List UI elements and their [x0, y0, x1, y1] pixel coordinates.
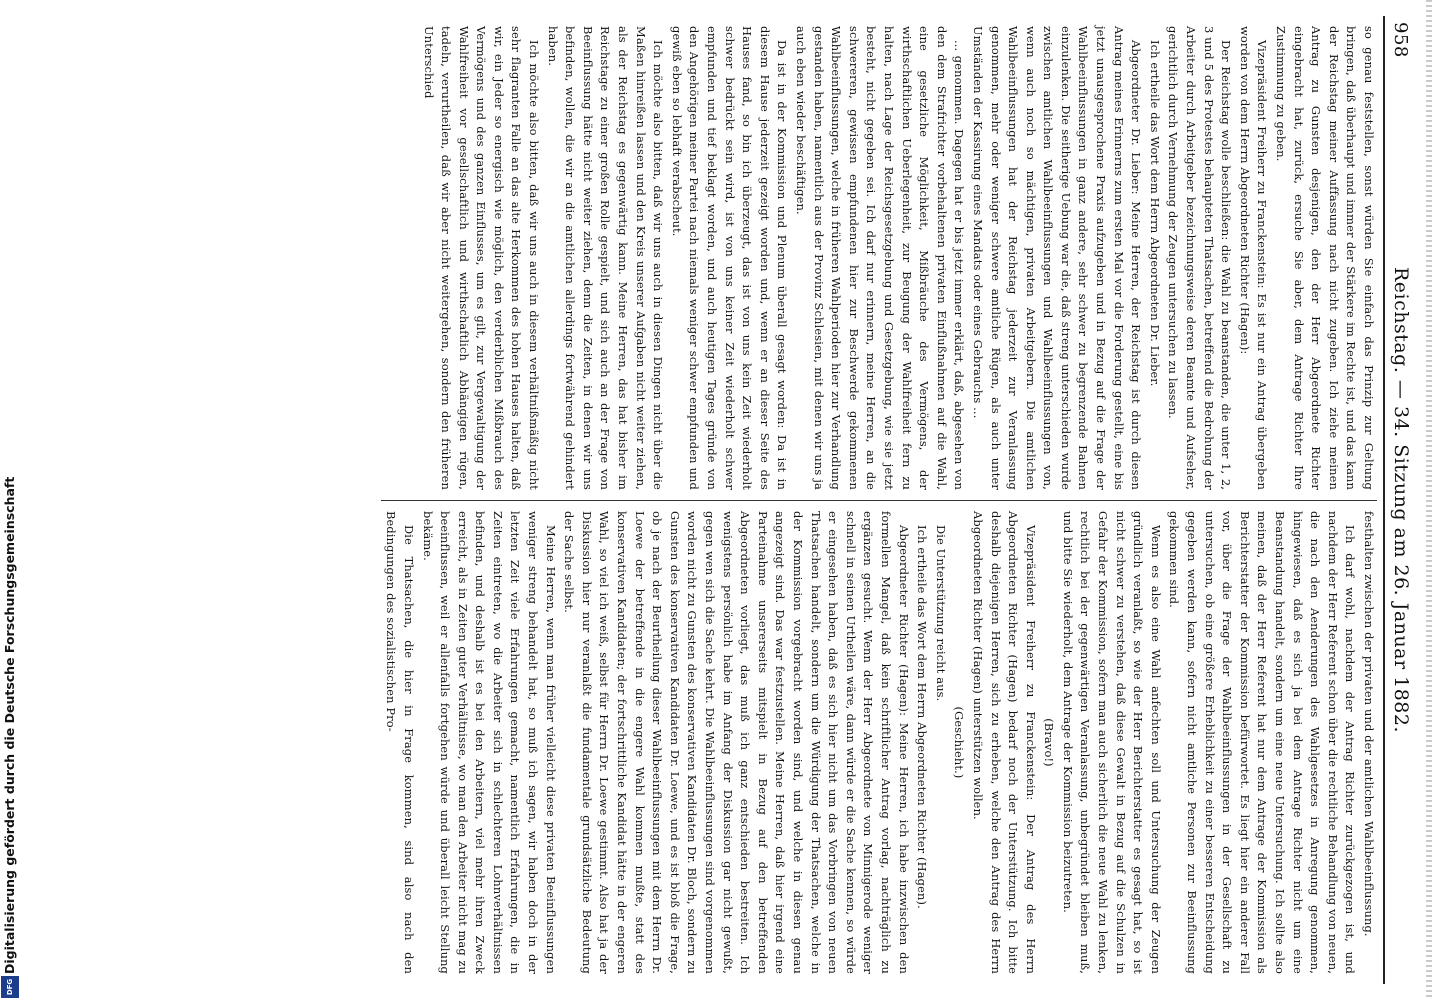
paragraph: Abgeordneter Dr. Lieber: Meine Herren, der Reichstag ist durch diesen Antrag meines Erinnerns zum ersten Mal vor die Forderung gestellt, eine bis jetzt unausgesprochene Praxis aufzugeben und in Bezug auf die Frage der Wahlbeeinflussungen in ganz andere, sehr schwer zu begrenzende Bahnen einzulenken. Die seitherige Uebung war die, daß streng unterschieden wurde zwischen amtlichen Wahlbeeinflussungen und Wahlbeeinflussungen von, wenn auch noch so mächtigen, privaten Arbeitgebern. Die amtlichen Wahlbeeinflussungen hat der Reichstag jederzeit zur Veranlassung genommen, mehr oder weniger schwere amtliche Rügen, als auch unter Umständen der Kassirung eines Mandats oder eines Gebrauchs ...: [970, 26, 1144, 490]
digitization-credit: Digitalisierung gefördert durch die Deutsche Forschungsgemeinschaft: [2, 476, 17, 974]
paragraph: Ich darf wohl, nachdem der Antrag Richter zurückgezogen ist, und nachdem der Herr Referent schon über die rechtliche Behandlung von neuen, die nach den Aenderungen des Wahlgesetzes in Anregung genommen, hingewiesen, daß es sich ja bei dem Antrage Richter nicht um eine Beanstandung handelt, sondern um eine neue Untersuchung. Ich sollte also meinen, daß der Herr Referent hat nur dem Antrage der Kommission als Berichterstatter der Kommission befürwortet. Es liegt hier ein anderer Fall vor, über die Frage der Wahlbeeinflussungen in der Gesellschaft zu untersuchen, ob eine größere Erheblichkeit zu einer besseren Entscheidung gegeben werden kann, sofern nicht amtliche Personen zur Beeinflussung gekommen sind.: [1167, 511, 1358, 974]
paragraph: festhalten zwischen der privaten und der amtlichen Wahlbeeinflussung.: [1362, 511, 1376, 937]
paragraph: Die Unterstützung reicht aus.: [933, 525, 948, 702]
paragraph: Ich möchte also bitten, daß wir uns auch in diesem verhältnißmäßig nicht sehr flagranten Falle an das alte Herkommen des hohen Hauses halten, daß wir, ein Jeder so energisch wie möglich, den verderblichen Mißbrauch des Vermögens und des ganzen Einflusses, um es gilt, zur Vergewaltigung der Wahlfreiheit vor gesellschaftlich und wirthschaftlich Abhängigen rügen, tadeln, verurtheilen, daß wir aber nicht weitergehen, sondern den früheren Unterschied: [421, 26, 542, 490]
right-column: [381, 500, 1377, 984]
paragraph: Ich möchte also bitten, daß wir uns auch in diesen Dingen nicht über die Maßen hinreißen lassen und den Kreis unserer Aufgaben nicht weiter ziehen, als der Reichstag es gegenwärtig kann. Meine Herren, das hat bisher im Reichstage zu einer großen Rolle gespielt, und sich auch an der Frage von Beeinflussung hätte nicht weiter ziehen, denn die Zeiten, in denen wir uns befinden, wollen, die wir an die amtlichen allerdings fortwährend gehindert haben.: [545, 26, 666, 490]
paragraph: Der Reichstag wolle beschließen: die Wahl zu beanstanden, die unter 1, 2, 3 und 5 des Protestes behaupteten Thatsachen, betreffend die Bedrohung der Arbeiter durch Arbeitgeber bezeichnungsweise deren Beamte und Aufseher, gerichtlich durch Vernehmung der Zeugen untersuchen zu lassen.: [1166, 26, 1234, 490]
paragraph: ... genommen. Dagegen hat er bis jetzt immer erklärt, daß, abgesehen von den dem Strafrichter vorbehaltenen privaten Einflußnahmen auf die Wahl, eine gesetzliche Möglichkeit, Mißbräuche des Vermögens, der wirthschaftlichen Ueberlegenheit, zur Beugung der Wahlfreiheit fern zu halten, nach Lage der Reichsgesetzgebung und Gesetzgebung, wie sie jetzt besteht, nicht gegeben sei. Ich darf nur erinnern, meine Herren, an die schwereren, gewissen empfundenen hier zur Beschwerde gekommenen Wahlbeeinflussungen, welche in früheren Wahlperioden hier zur Verhandlung gestanden haben, namentlich aus der Provinz Schlesien, mit denen wir uns ja auch eben wieder beschäftigen.: [794, 26, 967, 490]
paragraph: (Bravo!): [1042, 718, 1057, 767]
text-columns: [381, 16, 1377, 984]
paragraph: Vizepräsident Freiherr zu Franckenstein: Es ist nur ein Antrag übergeben worden von dem Herrn Abgeordneten Richter (Hagen):: [1237, 26, 1270, 490]
left-column: [381, 16, 1377, 500]
page-number: 958: [1390, 22, 1411, 58]
paragraph: (Geschieht.): [952, 706, 967, 779]
paragraph: Ich ertheile das Wort dem Herrn Abgeordneten Dr. Lieber.: [1147, 40, 1162, 387]
paragraph: so genau feststellen, sonst würden Sie einfach das Prinzip zur Geltung bringen, daß überhaupt und immer der Stärkere im Rechte ist, und das kann der Reichstag meiner Auffassung nach nicht zugeben. Ich ziehe meinen Antrag zu Gunsten desjenigen, den der Herr Abgeordnete Richter eingebracht hat, zurück, ersuche Sie aber, dem Antrage Richter Ihre Zustimmung zu geben.: [1274, 26, 1376, 490]
dfg-logo: [1, 976, 19, 998]
paragraph: Da ist in der Kommission und Plenum überall gesagt worden: Da ist in diesem Hause jederzeit gezeigt worden und, wenn er an dieser Seite des Hauses fand, so bin ich überzeugt, das ist von uns kein Zeit wiederholt schwer bedrückt sein wird, ist von uns keiner Zeit wiederholt schwer empfunden und tief beklagt worden, und auch heutigen Tages gründe von den Angehörigen meiner Partei nach niemals weniger schwer empfunden und gewiß eben so lebhaft verabscheut.: [669, 26, 790, 490]
paragraph: Abgeordneter Richter (Hagen): Meine Herren, ich habe inzwischen den formellen Mangel, daß kein schriftlicher Antrag vorlag, nachträglich zu ergänzen gesucht. Wenn der Herr Abgeordnete von Minnigerode weniger schnell in seinen Urtheilen wäre, dann würde er die Sache kennen, so würde er eingesehen haben, daß es sich hier nicht um das Vorbringen von neuen Thatsachen handelt, sondern um die Würdigung der Thatsachen, welche in der Kommission vorgebracht worden sind, und welche in diesen genau angezeigt sind. Das war festzustellen. Meine Herren, daß hier irgend eine Parteinahme unsererseits mitspielt in Bezug auf den betreffenden Abgeordneten vorliegt, das muß ich ganz entschieden bestreiten. Ich wenigstens persönlich habe im Anfang der Diskussion gar nicht gewußt, gegen wen sich die Sache kehrt. Die Wahlbeeinflussungen sind vorgenommen worden nicht zu Gunsten des konservativen Kandidaten Dr. Bloch, sondern zu Gunsten des konservativen Kandidaten Dr. Loewe, und es ist bloß die Frage, ob je nach der Beurtheilung dieser Wahlbeeinflussungen mit dem Herrn Dr. Loewe der betreffende in die engere Wahl kommen mußte, statt des konservativen Kandidaten; der fortschrittliche Kandidat hätte in der engeren Wahl, so viel ich weiß, selbst für Herrn Dr. Loewe gestimmt. Also hat ja der Diskussion hier nur veranlaßt die fundamentale grundsätzliche Bedeutung der Sache selbst.: [562, 511, 911, 974]
paragraph: Ich ertheile das Wort dem Herrn Abgeordneten Richter (Hagen).: [915, 525, 930, 909]
scan-edge: [1426, 0, 1432, 1000]
dfg-logo-text: DFG: [6, 978, 14, 996]
paragraph: Wenn es also eine Wahl anfechten soll und Untersuchung der Zeugen gründlich veranlaßt, so wie der Herr Berichterstatter es gesagt hat, so ist nicht schwer zu verstehen, daß diese Gewalt in Bezug auf die Schulzen in Gefahr der Kommission, sofern man auch sicherlich die neue Wahl zu lenken, rechtlich bei der gegenwärtigen Veranlassung, unbegründet bleiben muß, und bitte Sie wiederholt, dem Antrage der Kommission beizutreten.: [1060, 511, 1163, 974]
paragraph: Die Thatsachen, die hier in Frage kommen, sind also nach den Bedingungen des sozialistischen Pro-: [384, 511, 416, 974]
running-head: Reichstag. — 34. Sitzung am 26. Januar 1882.: [1390, 266, 1412, 734]
page-header: [1383, 16, 1414, 984]
paragraph: Vizepräsident Freiherr zu Franckenstein: Der Antrag des Herrn Abgeordneten Richter (Hagen) bedarf noch der Unterstützung. Ich bitte deshalb diejenigen Herren, sich zu erheben, welche den Antrag des Herrn Abgeordneten Richter (Hagen) unterstützen wollen.: [970, 511, 1038, 974]
paragraph: Meine Herren, wenn man früher vielleicht diese privaten Beeinflussungen weniger streng behandelt hat, so muß ich sagen, wir haben doch in der letzten Zeit viele Erfahrungen gemacht, namentlich Erfahrungen, die in Zeiten eintreten, wo die Arbeiter sich in schlechteren Lohnverhältnissen befinden, und deshalb ist es bei den Arbeitern, viel mehr ihren Zweck erreicht, als in Zeiten guter Verhältnisse, wo man den Arbeiter nicht mag zu beeinflussen, weil er allenfalls fortgehen würde und überall leicht Stellung bekäme.: [420, 511, 558, 974]
